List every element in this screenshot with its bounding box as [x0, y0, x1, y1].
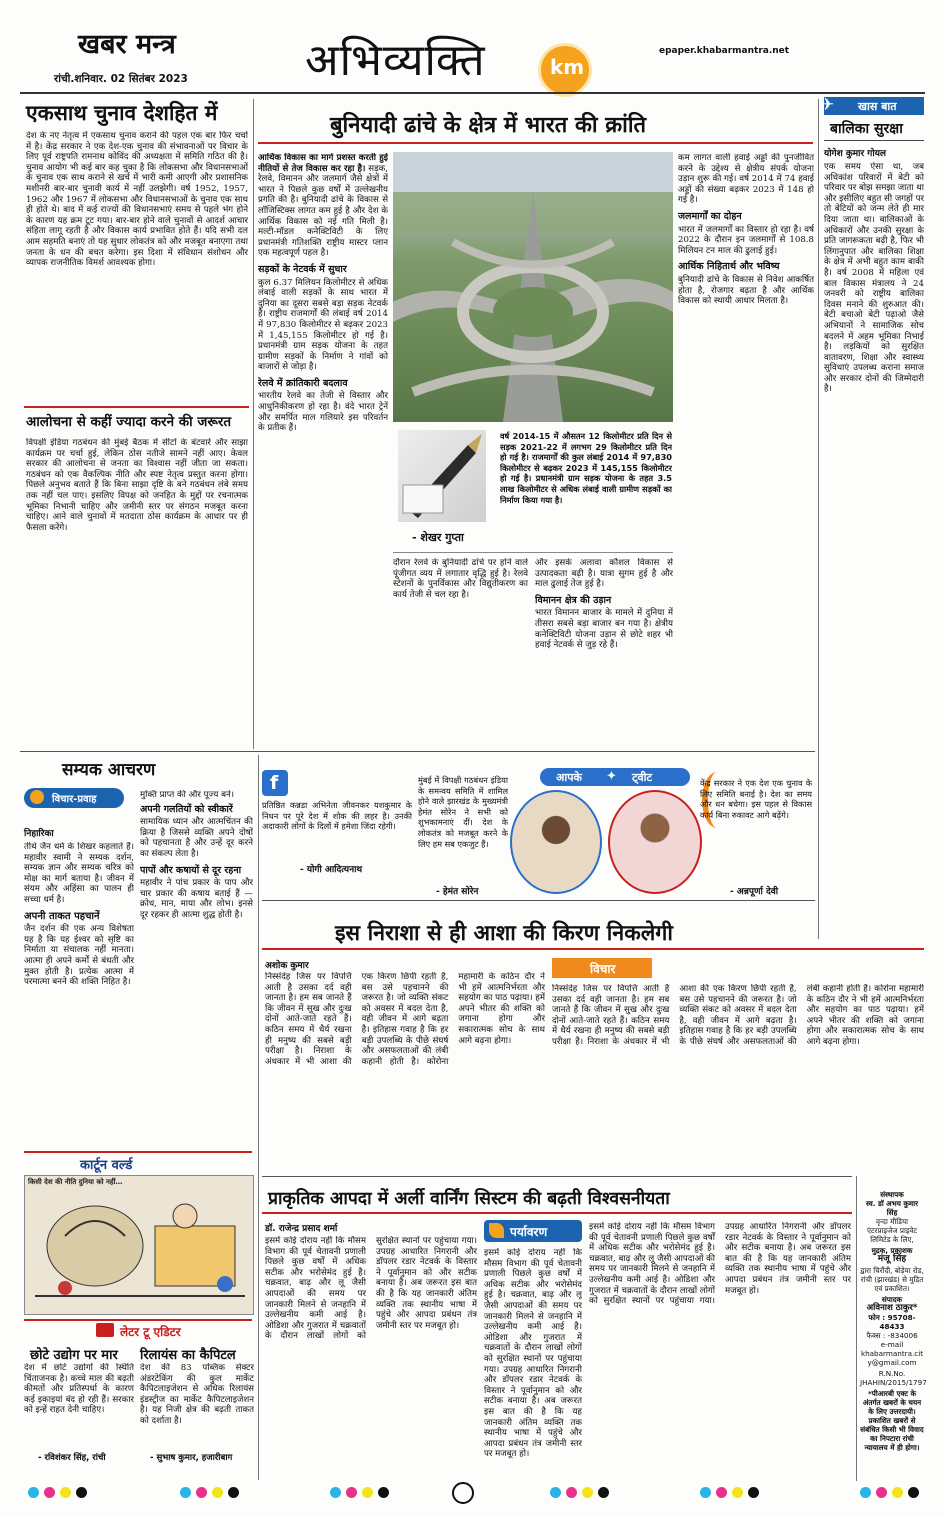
- pen-nib-icon: [398, 430, 486, 522]
- editorial2-title: आलोचना से कहीं ज्यादा करने की जरूरत: [26, 414, 232, 430]
- samyak-subhead-sins: पापों और कषायों से दूर रहना: [140, 864, 242, 876]
- vichar-label: विचार: [590, 962, 616, 976]
- samyak-right2-text: सामायिक ध्यान और आत्मचिंतन की क्रिया है जिससे व्यक्ति अपने दोषों को पहचानता है और उन्हें दूर करने का संकल्प लेता है।: [140, 817, 253, 859]
- imprint-phone: फोन : 95708-48433: [868, 1313, 916, 1331]
- samyak-right-text: मुक्ति प्राप्त की और पूज्य बने।: [140, 790, 235, 800]
- asha-author: अशोक कुमार: [265, 961, 309, 971]
- twitter-icon: ✦: [606, 769, 617, 784]
- epaper-url[interactable]: epaper.khabarmantra.net: [659, 46, 790, 56]
- lead-col2-text: कुल 6.37 मिलियन किलोमीटर से अधिक लंबाई वाली सड़कों के साथ भारत में दुनिया का दूसरा सबसे बड़ा सड़क नेटवर्क है। राष्ट्रीय राजमार्गों की लंबाई वर्ष 2014 में 97,830 किलोमीटर से बढ़कर 2023 में 1,45,155 किलोमीटर हो गई है। प्रधानमंत्री ग्राम सड़क योजना के तहत ग्रामीण सड़कों के निर्माण ने गांवों को बाजारों से जोड़ा है।: [258, 277, 388, 373]
- imprint-email[interactable]: khabarmantra.city@gmail.com: [860, 1349, 924, 1367]
- pen-icon: [30, 790, 44, 804]
- editorial-body: देश के नए नेतृत्व में एकसाथ चुनाव कराने की पहल एक बार फिर चर्चा में है। केंद्र सरकार ने एक देश-एक चुनाव की संभावनाओं पर विचार के लिए पूर्व राष्ट्रपति रामनाथ कोविंद की अध्यक्षता में समिति गठित की है। चुनाव आयोग भी कई बार कह चुका है कि लोकसभा और विधानसभाओं के चुनाव एक साथ कराने से खर्च में भारी कमी आएगी और प्रशासनिक मशीनरी बार-बार चुनावी कार्य में नहीं उलझेगी। वर्ष 1952, 1957, 1962 और 1967 में लोकसभा और विधानसभाओं के चुनाव एक साथ ही होते थे। बाद में कई राज्यों की विधानसभाएं समय से पहले भंग होने के कारण यह क्रम टूट गया। बार-बार होने वाले चुनावों से आदर्श आचार संहिता लागू रहती है और विकास कार्य प्रभावित होते हैं। यदि सभी दल आम सहमति बनाएं तो यह सुधार लोकतंत्र को और मजबूत बनाएगा तथा जनता के धन की बचत करेगा। इस दिशा में संविधान संशोधन और व्यापक राजनीतिक विमर्श आवश्यक होगा।: [26, 131, 248, 269]
- logo-letters: km: [550, 55, 585, 79]
- lead-col4b-text: भारत विमानन बाजार के मामले में दुनिया में तीसरा सबसे बड़ा बाजार बन गया है। क्षेत्रीय कनेक्टिविटी योजना उड़ान से छोटे शहर भी हवाई नेटवर्क से जुड़ रहे हैं।: [535, 608, 673, 651]
- lead-col2b-text: भारतीय रेलवे का तेजी से विस्तार और आधुनिकीकरण हो रहा है। वंदे भारत ट्रेनें और समर्पित माल गलियारे इस परिवर्तन के प्रतीक हैं।: [258, 391, 388, 434]
- leaf-icon: [489, 1223, 504, 1238]
- letter1-body: देश में छोटे उद्योगों की स्थिति चिंताजनक है। कच्चे माल की बढ़ती कीमतों और प्रतिस्पर्धा के कारण कई इकाइयां बंद हो रही हैं। सरकार को इन्हें राहत देनी चाहिए।: [24, 1363, 134, 1416]
- khabar-mantra-logo-icon: [538, 43, 592, 97]
- editorial2-body: विपक्षी इंडिया गठबंधन की मुंबई बैठक में सीटों के बंटवारे और साझा कार्यक्रम पर चर्चा हुई, लेकिन ठोस नतीजे सामने नहीं आए। केवल सरकार की आलोचना से जनता का विश्वास नहीं जीता जा सकता। गठबंधन को एक वैकल्पिक नीति और स्पष्ट नेतृत्व प्रस्तुत करना होगा। पिछले अनुभव बताते हैं कि बिना साझा दृष्टि के बने गठबंधन लंबे समय तक नहीं चल पाए। इसलिए विपक्ष को जनहित के मुद्दों पर रचनात्मक भूमिका निभानी चाहिए और जमीनी स्तर पर संगठन मजबूत करना चाहिए। आने वाले चुनावों में मतदाता ठोस कार्यक्रम के आधार पर ही फैसला करेंगे।: [26, 438, 248, 533]
- imprint-role2: संपादक: [881, 1295, 903, 1304]
- vichar-pravah-label: विचार-प्रवाह: [52, 794, 97, 805]
- samyak-title: सम्यक आचरण: [62, 760, 156, 780]
- imprint-rni-no: JHAHIN/2015/1797: [860, 1378, 927, 1387]
- tweet-right-text: केंद्र सरकार ने एक देश एक चुनाव के लिए समिति बनाई है। देश का समय और धन बचेगा। इस पहल से विकास कार्य बिना रुकावट आगे बढ़ेंगे।: [700, 778, 812, 820]
- samyak-left-text: तीर्थ जैन धर्म के शिखर कहलाते हैं। महावीर स्वामी ने सम्यक दर्शन, सम्यक ज्ञान और सम्यक चरित्र को मोक्ष का मार्ग बताया है। जीवन में संयम और अहिंसा का पालन ही सच्चा धर्म है।: [24, 842, 134, 905]
- lead-col4-text: और इसके अलावा कौशल विकास से उत्पादकता बढ़ी है। यात्रा सुगम हुई है और माल ढुलाई तेज हुई है।: [535, 558, 673, 590]
- letter1-sign: - रविशंकर सिंह, रांची: [38, 1453, 106, 1463]
- imprint-title: संस्थापक: [880, 1190, 904, 1199]
- cartoon-label: कार्टून वर्ल्ड: [80, 1158, 133, 1173]
- imprint-box: [860, 1190, 927, 1480]
- tweet-label-right: ट्वीट: [632, 771, 653, 784]
- tweet-left-sign: - हेमंत सोरेन: [436, 887, 479, 897]
- asha-body-right: निस्संदेह जिस पर विपत्ति आती है उसका दर्द वही जानता है। हम सब जानते हैं कि जीवन में सुख और दुःख दोनों आते-जाते रहते हैं। कठिन समय में धैर्य रखना ही मनुष्य की सबसे बड़ी परीक्षा है। निराशा के अंधकार में भी आशा की एक किरण छिपी रहती है, बस उसे पहचानने की जरूरत है। जो व्यक्ति संकट को अवसर में बदल देता है, वही जीवन में आगे बढ़ता है। इतिहास गवाह है कि हर बड़ी उपलब्धि के पीछे संघर्ष और असफलताओं की लंबी कहानी होती है। कोरोना महामारी के कठिन दौर ने भी हमें आत्मनिर्भरता और सहयोग का पाठ पढ़ाया। हमें अपने भीतर की शक्ति को जगाना होगा और सकारात्मक सोच के साथ आगे बढ़ना होगा।: [552, 984, 924, 1047]
- lead-col5: [678, 153, 814, 749]
- cartoon-drawing: [25, 1176, 253, 1314]
- lead-col1-text: सड़क, रेलवे, विमानन और जलमार्ग जैसे क्षेत्रों में भारत ने पिछले कुछ वर्षों में उल्लेखनीय प्रगति की है। बुनियादी ढांचे के विकास से लॉजिस्टिक्स लागत कम हुई है और देश के आर्थिक विकास को नई गति मिली है। मल्टी-मॉडल कनेक्टिविटी के लिए प्रधानमंत्री गतिशक्ति राष्ट्रीय मास्टर प्लान एक महत्वपूर्ण पहल है।: [258, 163, 388, 259]
- letters-label-box: [24, 1319, 252, 1341]
- fb-post: प्रतिष्ठित कन्नडा अभिनेता जीवनकर यशकुमार के निधन पर पूरे देश में शोक की लहर है। उनकी अदाकारी लोगों के दिलों में हमेशा जिंदा रहेगी।: [262, 800, 412, 832]
- fb-sign: - योगी आदित्यनाथ: [300, 865, 363, 875]
- lead-col3: दौरान रेलवे के बुनियादी ढांचे पर होने वाले पूंजीगत व्यय में लगातार वृद्धि हुई है। रेलवे स्टेशनों के पुनर्विकास और विद्युतीकरण का कार्य तेजी से चल रहा है।: [393, 558, 528, 600]
- imprint-rni: R.N.No.: [878, 1369, 906, 1378]
- lead-col1: [258, 153, 388, 749]
- imprint-founder: स्व. डॉ अभय कुमार सिंह: [865, 1199, 919, 1217]
- khas-baat-author: योगेश कुमार गोयल: [824, 149, 887, 159]
- highway-photo: [393, 152, 673, 422]
- tweet-label-box: [540, 768, 690, 786]
- lead-subhead-waterways: जलमार्गों का दोहन: [678, 210, 742, 222]
- editorial-title: एकसाथ चुनाव देशहित में: [26, 101, 218, 125]
- envelope-icon: [96, 1323, 114, 1337]
- lead-subhead-roads: सड़कों के नेटवर्क में सुधार: [258, 263, 347, 275]
- imprint-role1: मुद्रक, प्रकाशक: [871, 1246, 913, 1255]
- crosshair-icon: [452, 1482, 474, 1504]
- hemant-soren-photo: [510, 790, 602, 894]
- apda-body-mid: इसमें कोई दोराय नहीं कि मौसम विभाग की पूर्व चेतावनी प्रणाली पिछले कुछ वर्षों में अधिक सटीक और भरोसेमंद हुई है। चक्रवात, बाढ़ और लू जैसी आपदाओं की समय पर जानकारी मिलने से जनहानि में उल्लेखनीय कमी आई है। ओडिशा और गुजरात में चक्रवातों के दौरान लाखों लोगों को सुरक्षित स्थानों पर पहुंचाया गया। उपग्रह आधारित निगरानी और डॉपलर रडार नेटवर्क के विस्तार ने पूर्वानुमान को और सटीक बनाया है। अब जरूरत इस बात की है कि यह जानकारी अंतिम व्यक्ति तक स्थानीय भाषा में पहुंचे और आपदा प्रबंधन तंत्र जमीनी स्तर पर मजबूत हो।: [484, 1248, 582, 1460]
- letter2-sign: - सुभाष कुमार, हजारीबाग: [150, 1453, 233, 1463]
- cartoon-label-box: [24, 1151, 252, 1173]
- lead-col5c-text: बुनियादी ढांचे के विकास से निवेश आकर्षित होता है, रोजगार बढ़ता है और आर्थिक विकास को स्थायी आधार मिलता है।: [678, 274, 814, 307]
- plane-icon: ✈: [820, 95, 835, 115]
- samyak-subhead-strength: अपनी ताकत पहचानें: [24, 910, 100, 922]
- lead-pull-quote: वर्ष 2014-15 में औसतन 12 किलोमीटर प्रति दिन से सड़क 2021-22 में लगभग 29 किलोमीटर प्रति दिन हो गई है। राजमार्गों की कुल लंबाई 2014 में 97,830 किलोमीटर से बढ़कर 2023 में 145,155 किलोमीटर हो गई है। प्रधानमंत्री ग्राम सड़क योजना के तहत 3.5 लाख किलोमीटर से अधिक लंबाई वाली ग्रामीण सड़कों का निर्माण किया गया है।: [500, 431, 672, 505]
- tweet-right-sign: - अन्नपूर्णा देवी: [730, 887, 779, 897]
- annapurna-devi-photo: [608, 790, 702, 894]
- imprint-address: द्वारा चिरौंदी, बोड़ेया रोड, रांची (झारखंड) से मुद्रित एवं प्रकाशित।: [860, 1266, 924, 1293]
- pen-photo: [398, 430, 486, 522]
- section-title: अभिव्यक्ति: [305, 35, 486, 86]
- highway-illustration: [393, 152, 673, 422]
- cartoon-caption: किसी देश की नीति दुनिया को नहीं…: [28, 1178, 123, 1186]
- samyak-subhead-mistakes: अपनी गलतियों को स्वीकारें: [140, 803, 233, 815]
- samyak-right: [140, 790, 253, 1147]
- asha-title: इस निराशा से ही आशा की किरण निकलेगी: [335, 921, 673, 946]
- paryavaran-label: पर्यावरण: [510, 1225, 548, 1239]
- lead-col1-lead: आर्थिक विकास का मार्ग प्रशस्त करती हुई नीतियों से तेज विकास कर रहा है।: [258, 153, 388, 174]
- vichar-label-box: [552, 958, 652, 978]
- letter2-body: देश की 83 पब्लिक सेक्टर अंडरटेकिंग की कुल मार्केट कैपिटलाइजेशन से अधिक रिलायंस इंडस्ट्रीज का मार्केट कैपिटलाइजेशन है। यह निजी क्षेत्र की बढ़ती ताकत को दर्शाता है।: [140, 1363, 254, 1426]
- samyak-left2-text: जैन दर्शन की एक अन्य विशेषता यह है कि यह ईश्वर को सृष्टि का निर्माता या संचालक नहीं मानता। आत्मा ही अपने कर्मों से बंधती और मुक्त होती है। प्रत्येक आत्मा में परमात्मा बनने की शक्ति निहित है।: [24, 924, 134, 988]
- lead-subhead-economy: आर्थिक निहितार्थ और भविष्य: [678, 261, 780, 273]
- imprint-email-label: e-mail: [880, 1340, 904, 1349]
- samyak-author: निहारिका: [24, 829, 54, 839]
- apda-title: प्राकृतिक आपदा में अर्ली वार्निंग सिस्टम की बढ़ती विश्वसनीयता: [268, 1189, 670, 1209]
- khas-baat-label-box: [820, 95, 924, 115]
- asha-body-left: निस्संदेह जिस पर विपत्ति आती है उसका दर्द वही जानता है। हम सब जानते हैं कि जीवन में सुख और दुःख दोनों आते-जाते रहते हैं। कठिन समय में धैर्य रखना ही मनुष्य की सबसे बड़ी परीक्षा है। निराशा के अंधकार में भी आशा की एक किरण छिपी रहती है, बस उसे पहचानने की जरूरत है। जो व्यक्ति संकट को अवसर में बदल देता है, वही जीवन में आगे बढ़ता है। इतिहास गवाह है कि हर बड़ी उपलब्धि के पीछे संघर्ष और असफलताओं की लंबी कहानी होती है। कोरोना महामारी के कठिन दौर ने भी हमें आत्मनिर्भरता और सहयोग का पाठ पढ़ाया। हमें अपने भीतर की शक्ति को जगाना होगा और सकारात्मक सोच के साथ आगे बढ़ना होगा।: [265, 972, 545, 1067]
- facebook-icon[interactable]: f: [262, 770, 288, 796]
- imprint-fax: फैक्स : -834006: [866, 1331, 918, 1340]
- letter2-title: रिलायंस का कैपिटल: [140, 1348, 236, 1363]
- vichar-pravah-label-box: [24, 788, 124, 808]
- khas-baat-body: एक समय ऐसा था, जब अधिकांश परिवारों में बेटी को परिवार पर बोझ समझा जाता था और इसीलिए बहुत सी जगहों पर तो बेटियों को जन्म लेते ही मार दिया जाता था। बालिकाओं के अधिकारों और उनकी सुरक्षा के प्रति जागरूकता बढ़ी है, फिर भी लिंगानुपात और बालिका शिक्षा के क्षेत्र में अभी बहुत काम बाकी है। वर्ष 2008 में महिला एवं बाल विकास मंत्रालय ने 24 जनवरी को राष्ट्रीय बालिका दिवस मनाने की शुरुआत की। बेटी बचाओ बेटी पढ़ाओ जैसे अभियानों ने सामाजिक सोच बदलने में अहम भूमिका निभाई है। लड़कियों को सुरक्षित वातावरण, शिक्षा और स्वास्थ्य सुविधाएं उपलब्ध कराना समाज और सरकार दोनों की जिम्मेदारी है।: [824, 162, 924, 395]
- imprint-name1: मंजू सिंह: [877, 1254, 907, 1264]
- imprint-name2: अविनाश ठाकुर*: [866, 1303, 918, 1313]
- samyak-right3-text: महावीर ने पांच प्रकार के पाप और चार प्रकार की कषाय बताई हैं — क्रोध, मान, माया और लोभ। इनसे दूर रहकर ही आत्मा शुद्ध होती है।: [140, 878, 253, 920]
- khas-baat-title: बालिका सुरक्षा: [830, 121, 903, 137]
- samyak-left: [24, 842, 134, 1147]
- imprint-publisher-line: वृन्दा मीडिया एंटरप्राइजेज प्राइवेट लिमिटेड के लिए,: [866, 1217, 918, 1244]
- tweet-left-text: मुंबई में विपक्षी गठबंधन इंडिया के समन्वय समिति में शामिल होने वाले झारखंड के मुख्यमंत्री हेमंत सोरेन ने सभी को शुभकामनाएं दीं। देश के लोकतंत्र को मजबूत करने के लिए हम सब एकजुट हैं।: [418, 775, 508, 849]
- lead-title: बुनियादी ढांचे के क्षेत्र में भारत की क्रांति: [330, 113, 647, 138]
- dateline: रांची.शनिवार. 02 सितंबर 2023: [54, 73, 188, 85]
- apda-body-left: इसमें कोई दोराय नहीं कि मौसम विभाग की पूर्व चेतावनी प्रणाली पिछले कुछ वर्षों में अधिक सटीक और भरोसेमंद हुई है। चक्रवात, बाढ़ और लू जैसी आपदाओं की समय पर जानकारी मिलने से जनहानि में उल्लेखनीय कमी आई है। ओडिशा और गुजरात में चक्रवातों के दौरान लाखों लोगों को सुरक्षित स्थानों पर पहुंचाया गया। उपग्रह आधारित निगरानी और डॉपलर रडार नेटवर्क के विस्तार ने पूर्वानुमान को और सटीक बनाया है। अब जरूरत इस बात की है कि यह जानकारी अंतिम व्यक्ति तक स्थानीय भाषा में पहुंचे और आपदा प्रबंधन तंत्र जमीनी स्तर पर मजबूत हो।: [265, 1236, 477, 1342]
- tweet-label-left: आपके: [556, 771, 582, 784]
- lead-byline: - शेखर गुप्ता: [412, 531, 464, 544]
- letter1-title: छोटे उद्योग पर मार: [30, 1348, 118, 1363]
- apda-body-right: इसमें कोई दोराय नहीं कि मौसम विभाग की पूर्व चेतावनी प्रणाली पिछले कुछ वर्षों में अधिक सटीक और भरोसेमंद हुई है। चक्रवात, बाढ़ और लू जैसी आपदाओं की समय पर जानकारी मिलने से जनहानि में उल्लेखनीय कमी आई है। ओडिशा और गुजरात में चक्रवातों के दौरान लाखों लोगों को सुरक्षित स्थानों पर पहुंचाया गया। उपग्रह आधारित निगरानी और डॉपलर रडार नेटवर्क के विस्तार ने पूर्वानुमान को और सटीक बनाया है। अब जरूरत इस बात की है कि यह जानकारी अंतिम व्यक्ति तक स्थानीय भाषा में पहुंचे और आपदा प्रबंधन तंत्र जमीनी स्तर पर मजबूत हो।: [589, 1222, 851, 1307]
- cartoon-image: [24, 1175, 254, 1315]
- letters-label: लेटर टू एडिटर: [120, 1325, 181, 1339]
- apda-author: डॉ. राजेन्द्र प्रसाद शर्मा: [265, 1224, 338, 1234]
- brand-name: खबर मन्त्र: [78, 29, 176, 60]
- lead-col5-text: कम लागत वाली हवाई अड्डों की पुनर्जीवित करने के उद्देश्य से क्षेत्रीय संपर्क योजना उड़ान शुरू की गई। वर्ष 2014 में 74 हवाई अड्डों की संख्या बढ़कर 2023 में 148 हो गई है।: [678, 153, 814, 206]
- khas-baat-label: खास बात: [858, 100, 897, 113]
- lead-col4: [535, 558, 673, 749]
- imprint-note: *पीआरबी एक्ट के अंतर्गत खबरों के चयन के लिए उत्तरदायी। प्रकाशित खबरों से संबंधित किसी भी विवाद का निपटारा रांची न्यायालय में ही होगा।: [860, 1389, 924, 1452]
- lead-subhead-aviation: विमानन क्षेत्र की उड़ान: [535, 594, 612, 606]
- lead-subhead-rail: रेलवे में क्रांतिकारी बदलाव: [258, 377, 348, 389]
- paryavaran-label-box: [484, 1220, 582, 1242]
- lead-col5b-text: भारत में जलमार्गों का विस्तार हो रहा है। वर्ष 2022 के दौरान इन जलमार्गों से 108.8 मिलियन टन माल की ढुलाई हुई।: [678, 224, 814, 256]
